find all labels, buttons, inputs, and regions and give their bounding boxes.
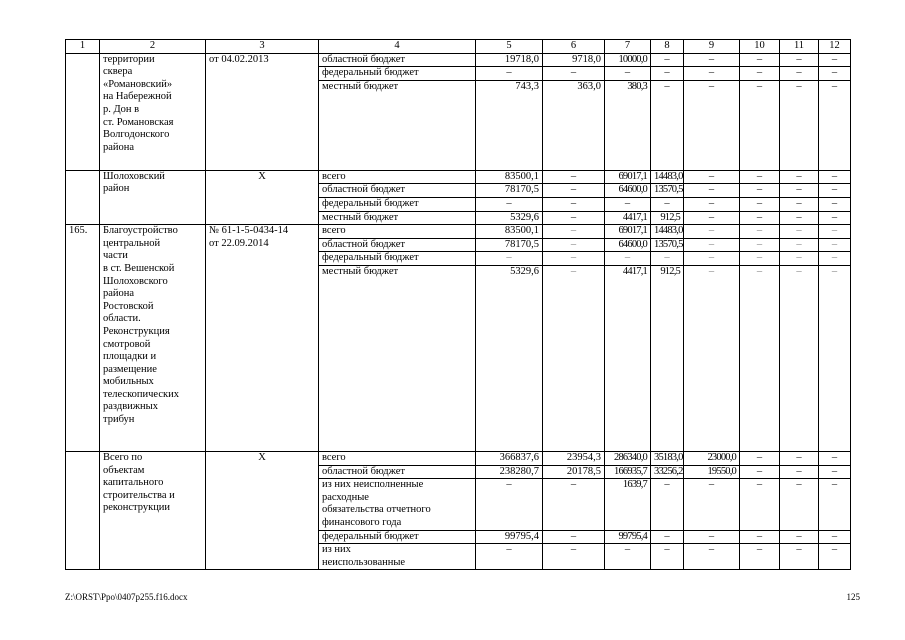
value-cell-col9: –: [684, 225, 740, 239]
value-cell-col12: –: [819, 465, 851, 479]
column-number: 2: [100, 40, 206, 54]
column-number: 5: [476, 40, 543, 54]
value-cell-col10: –: [740, 238, 780, 252]
value-cell-col6: –: [543, 530, 605, 544]
table-row: [66, 225, 851, 239]
value-cell-col10: –: [740, 197, 780, 211]
funding-source-cell: областной бюджет: [319, 53, 476, 67]
value-cell-col8: 912,5: [651, 211, 684, 225]
value-cell-col11: –: [780, 252, 819, 266]
value-cell-col11: –: [780, 451, 819, 465]
value-cell-col5: 5329,6: [476, 211, 543, 225]
value-cell-col7: 4417,1: [605, 211, 651, 225]
document-cell: от 04.02.2013: [206, 53, 319, 170]
value-cell-col8: 13570,5: [651, 184, 684, 198]
value-cell-col7: 1639,7: [605, 479, 651, 530]
value-cell-col12: –: [819, 170, 851, 184]
table-row: [66, 53, 851, 67]
value-cell-col12: –: [819, 238, 851, 252]
value-cell-col6: 9718,0: [543, 53, 605, 67]
value-cell-col10: –: [740, 184, 780, 198]
value-cell-col7: 4417,1: [605, 265, 651, 451]
row-number-cell: [66, 53, 100, 170]
document-cell: Х: [206, 451, 319, 569]
row-number-cell: 165.: [66, 225, 100, 452]
value-cell-col12: –: [819, 225, 851, 239]
row-number-cell: [66, 170, 100, 224]
value-cell-col9: –: [684, 530, 740, 544]
value-cell-col12: –: [819, 451, 851, 465]
value-cell-col6: 363,0: [543, 80, 605, 170]
value-cell-col7: 99795,4: [605, 530, 651, 544]
value-cell-col10: –: [740, 544, 780, 570]
document-cell: № 61-1-5-0434-14 от 22.09.2014: [206, 225, 319, 452]
budget-table: [65, 39, 851, 570]
funding-source-cell: местный бюджет: [319, 265, 476, 451]
value-cell-col10: –: [740, 170, 780, 184]
value-cell-col7: 69017,1: [605, 170, 651, 184]
funding-source-cell: из них неиспользованные: [319, 544, 476, 570]
value-cell-col9: –: [684, 197, 740, 211]
value-cell-col9: –: [684, 265, 740, 451]
value-cell-col11: –: [780, 211, 819, 225]
value-cell-col10: –: [740, 252, 780, 266]
footer-page-number: 125: [846, 592, 860, 602]
value-cell-col12: –: [819, 265, 851, 451]
value-cell-col5: 83500,1: [476, 225, 543, 239]
value-cell-col6: –: [543, 211, 605, 225]
funding-source-cell: областной бюджет: [319, 238, 476, 252]
value-cell-col7: 64600,0: [605, 184, 651, 198]
value-cell-col7: 166935,7: [605, 465, 651, 479]
value-cell-col11: –: [780, 67, 819, 81]
funding-source-cell: всего: [319, 451, 476, 465]
object-name-cell: территории сквера «Романовский» на Набережной р. Дон в ст. Романовская Волгодонского района: [100, 53, 206, 170]
value-cell-col11: –: [780, 465, 819, 479]
table-row: [66, 451, 851, 465]
value-cell-col7: 69017,1: [605, 225, 651, 239]
funding-source-cell: областной бюджет: [319, 184, 476, 198]
value-cell-col6: –: [543, 197, 605, 211]
value-cell-col11: –: [780, 197, 819, 211]
column-number: 3: [206, 40, 319, 54]
value-cell-col12: –: [819, 544, 851, 570]
value-cell-col6: –: [543, 265, 605, 451]
value-cell-col8: –: [651, 479, 684, 530]
value-cell-col6: –: [543, 544, 605, 570]
value-cell-col7: 64600,0: [605, 238, 651, 252]
footer-file-path: Z:\ORST\Ppo\0407p255.f16.docx: [65, 592, 188, 602]
value-cell-col10: –: [740, 265, 780, 451]
value-cell-col11: –: [780, 53, 819, 67]
value-cell-col7: –: [605, 252, 651, 266]
value-cell-col5: 19718,0: [476, 53, 543, 67]
value-cell-col8: 14483,0: [651, 170, 684, 184]
value-cell-col11: –: [780, 225, 819, 239]
value-cell-col12: –: [819, 67, 851, 81]
funding-source-cell: местный бюджет: [319, 211, 476, 225]
value-cell-col12: –: [819, 211, 851, 225]
value-cell-col9: –: [684, 479, 740, 530]
value-cell-col5: –: [476, 252, 543, 266]
column-number: 9: [684, 40, 740, 54]
value-cell-col10: –: [740, 53, 780, 67]
value-cell-col8: –: [651, 544, 684, 570]
value-cell-col9: –: [684, 184, 740, 198]
column-number: 7: [605, 40, 651, 54]
value-cell-col10: –: [740, 67, 780, 81]
value-cell-col7: –: [605, 67, 651, 81]
funding-source-cell: всего: [319, 225, 476, 239]
value-cell-col6: –: [543, 225, 605, 239]
value-cell-col11: –: [780, 170, 819, 184]
value-cell-col6: –: [543, 170, 605, 184]
value-cell-col9: –: [684, 252, 740, 266]
value-cell-col11: –: [780, 265, 819, 451]
value-cell-col8: –: [651, 530, 684, 544]
value-cell-col11: –: [780, 530, 819, 544]
value-cell-col10: –: [740, 225, 780, 239]
value-cell-col7: –: [605, 544, 651, 570]
value-cell-col9: –: [684, 170, 740, 184]
value-cell-col5: –: [476, 479, 543, 530]
value-cell-col6: 23954,3: [543, 451, 605, 465]
table-row: [66, 170, 851, 184]
funding-source-cell: федеральный бюджет: [319, 252, 476, 266]
value-cell-col7: 380,3: [605, 80, 651, 170]
value-cell-col6: –: [543, 238, 605, 252]
value-cell-col9: –: [684, 80, 740, 170]
column-number: 6: [543, 40, 605, 54]
value-cell-col8: 35183,0: [651, 451, 684, 465]
object-name-cell: Шолоховский район: [100, 170, 206, 224]
value-cell-col5: 366837,6: [476, 451, 543, 465]
column-number: 4: [319, 40, 476, 54]
value-cell-col12: –: [819, 252, 851, 266]
value-cell-col8: –: [651, 252, 684, 266]
value-cell-col9: –: [684, 544, 740, 570]
value-cell-col12: –: [819, 479, 851, 530]
value-cell-col6: –: [543, 479, 605, 530]
column-number: 1: [66, 40, 100, 54]
value-cell-col12: –: [819, 184, 851, 198]
object-name-cell: Благоустройство центральной части в ст. Вешенской Шолоховского района Ростовской области. Реконструкция смотровой площадки и размещение мобильных телескопических раздвижных трибун: [100, 225, 206, 452]
value-cell-col8: –: [651, 197, 684, 211]
value-cell-col11: –: [780, 544, 819, 570]
value-cell-col5: –: [476, 197, 543, 211]
value-cell-col7: 10000,0: [605, 53, 651, 67]
value-cell-col8: 13570,5: [651, 238, 684, 252]
value-cell-col11: –: [780, 80, 819, 170]
value-cell-col5: 78170,5: [476, 184, 543, 198]
value-cell-col12: –: [819, 530, 851, 544]
value-cell-col5: 238280,7: [476, 465, 543, 479]
value-cell-col12: –: [819, 80, 851, 170]
funding-source-cell: федеральный бюджет: [319, 530, 476, 544]
value-cell-col6: 20178,5: [543, 465, 605, 479]
value-cell-col8: –: [651, 67, 684, 81]
row-number-cell: [66, 451, 100, 569]
funding-source-cell: федеральный бюджет: [319, 197, 476, 211]
column-number: 12: [819, 40, 851, 54]
value-cell-col10: –: [740, 451, 780, 465]
value-cell-col12: –: [819, 197, 851, 211]
value-cell-col5: –: [476, 544, 543, 570]
value-cell-col8: 912,5: [651, 265, 684, 451]
value-cell-col8: –: [651, 53, 684, 67]
value-cell-col6: –: [543, 184, 605, 198]
funding-source-cell: областной бюджет: [319, 465, 476, 479]
value-cell-col9: –: [684, 238, 740, 252]
value-cell-col7: –: [605, 197, 651, 211]
value-cell-col8: 33256,2: [651, 465, 684, 479]
column-number-row: [66, 40, 851, 54]
value-cell-col10: –: [740, 530, 780, 544]
document-cell: Х: [206, 170, 319, 224]
funding-source-cell: из них неисполненные расходные обязательства отчетного финансового года: [319, 479, 476, 530]
value-cell-col9: –: [684, 53, 740, 67]
value-cell-col10: –: [740, 479, 780, 530]
value-cell-col5: 743,3: [476, 80, 543, 170]
value-cell-col5: 99795,4: [476, 530, 543, 544]
value-cell-col5: –: [476, 67, 543, 81]
value-cell-col5: 83500,1: [476, 170, 543, 184]
value-cell-col9: –: [684, 67, 740, 81]
funding-source-cell: всего: [319, 170, 476, 184]
funding-source-cell: федеральный бюджет: [319, 67, 476, 81]
column-number: 8: [651, 40, 684, 54]
value-cell-col6: –: [543, 252, 605, 266]
funding-source-cell: местный бюджет: [319, 80, 476, 170]
value-cell-col12: –: [819, 53, 851, 67]
value-cell-col7: 286340,0: [605, 451, 651, 465]
value-cell-col11: –: [780, 238, 819, 252]
column-number: 11: [780, 40, 819, 54]
value-cell-col6: –: [543, 67, 605, 81]
object-name-cell: Всего по объектам капитального строительства и реконструкции: [100, 451, 206, 569]
value-cell-col9: 19550,0: [684, 465, 740, 479]
value-cell-col11: –: [780, 184, 819, 198]
value-cell-col5: 78170,5: [476, 238, 543, 252]
value-cell-col9: 23000,0: [684, 451, 740, 465]
value-cell-col10: –: [740, 465, 780, 479]
value-cell-col11: –: [780, 479, 819, 530]
value-cell-col8: –: [651, 80, 684, 170]
value-cell-col10: –: [740, 80, 780, 170]
value-cell-col5: 5329,6: [476, 265, 543, 451]
value-cell-col9: –: [684, 211, 740, 225]
column-number: 10: [740, 40, 780, 54]
value-cell-col8: 14483,0: [651, 225, 684, 239]
value-cell-col10: –: [740, 211, 780, 225]
